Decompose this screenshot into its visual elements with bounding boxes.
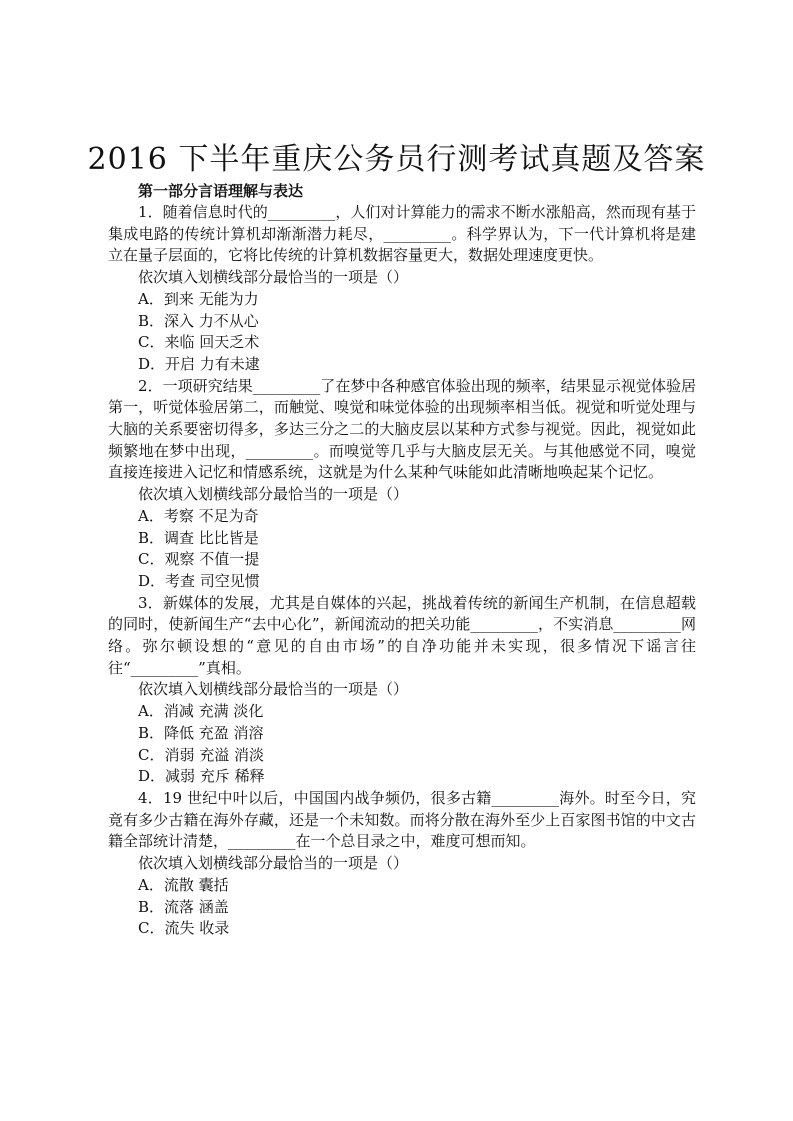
question-4 bbox=[108, 788, 696, 940]
option-d: D．减弱 充斥 稀释 bbox=[138, 767, 265, 786]
option-c: C．消弱 充溢 消淡 bbox=[138, 745, 265, 764]
option-a: A．到来 无能为力 bbox=[138, 289, 259, 308]
question-stem: 3．新媒体的发展，尤其是自媒体的兴起，挑战着传统的新闻生产机制，在信息超载的同时，使新闻生产“去中心化”，新闻流动的把关功能_________，不实消息_________网络。弥尔顿设想的“意见的自由市场”的自净功能并未实现，很多情况下谣言往往“_________”真相。 bbox=[108, 593, 696, 677]
option-b: B．流落 涵盖 bbox=[138, 897, 229, 916]
question-stem: 2．一项研究结果_________了在梦中各种感官体验出现的频率，结果显示视觉体验居第一，听觉体验居第二，而触觉、嗅觉和味觉体验的出现频率相当低。视觉和听觉处理与大脑的关系要密切得多，多达三分之二的大脑皮层以某种方式参与视觉。因此，视觉如此频繁地在梦中出现，_________。而嗅觉等几乎与大脑皮层无关。与其他感觉不同，嗅觉直接连接进入记忆和情感系统，这就是为什么某种气味能如此清晰地唤起某个记忆。 bbox=[108, 376, 696, 482]
question-stem: 1．随着信息时代的_________，人们对计算能力的需求不断水涨船高，然而现有基于集成电路的传统计算机却渐渐潜力耗尽，_________。科学界认为，下一代计算机将是建立在量子层面的，它将比传统的计算机数据容量更大，数据处理速度更快。 bbox=[108, 203, 696, 265]
question-prompt: 依次填入划横线部分最恰当的一项是（） bbox=[138, 268, 409, 287]
option-c: C．观察 不值一提 bbox=[138, 550, 260, 569]
option-d: D．考查 司空见惯 bbox=[138, 571, 260, 590]
question-3 bbox=[108, 593, 696, 788]
document-title: 2016 下半年重庆公务员行测考试真题及答案 bbox=[87, 142, 706, 177]
option-b: B．深入 力不从心 bbox=[138, 311, 259, 330]
option-d: D．开启 力有未逮 bbox=[138, 354, 260, 373]
option-b: B．调查 比比皆是 bbox=[138, 528, 259, 547]
question-stem: 4．19 世纪中叶以后，中国国内战争频仍，很多古籍_________海外。时至今日，究竟有多少古籍在海外存藏，还是一个未知数。而将分散在海外至少上百家图书馆的中文古籍全部统计清楚，_________在一个总目录之中，难度可想而知。 bbox=[108, 788, 696, 851]
question-prompt: 依次填入划横线部分最恰当的一项是（） bbox=[138, 854, 409, 873]
option-a: A．流散 囊括 bbox=[138, 875, 229, 894]
question-prompt: 依次填入划横线部分最恰当的一项是（） bbox=[138, 485, 409, 504]
option-c: C．来临 回天乏术 bbox=[138, 333, 260, 352]
option-a: A．考察 不足为奇 bbox=[138, 506, 259, 525]
question-1 bbox=[108, 202, 696, 376]
question-prompt: 依次填入划横线部分最恰当的一项是（） bbox=[138, 680, 409, 699]
section-title: 第一部分言语理解与表达 bbox=[138, 182, 304, 200]
option-a: A．消减 充满 淡化 bbox=[138, 702, 264, 721]
document-body bbox=[108, 202, 696, 940]
question-2 bbox=[108, 376, 696, 593]
option-b: B．降低 充盈 消溶 bbox=[138, 723, 264, 742]
option-c: C．流失 收录 bbox=[138, 919, 230, 938]
